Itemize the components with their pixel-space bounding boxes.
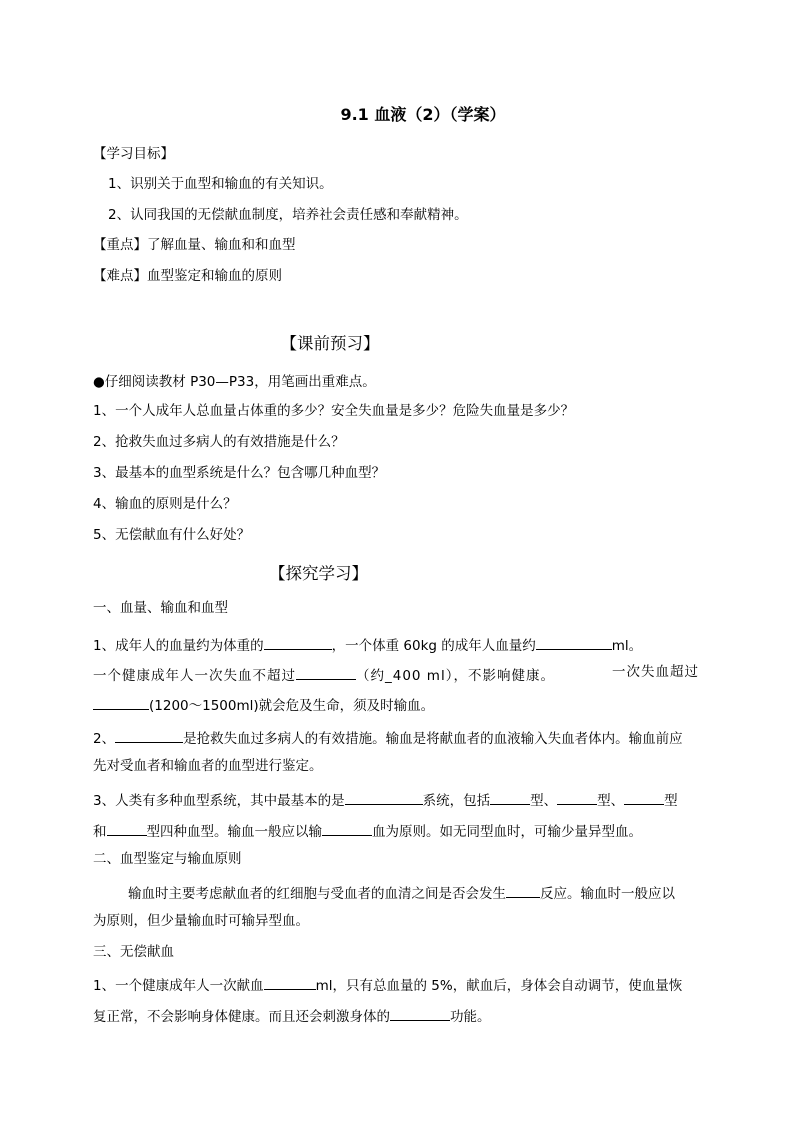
answer-blank[interactable]: [296, 666, 356, 680]
answer-blank[interactable]: [264, 976, 316, 990]
text: ml，只有总血量的 5%，献血后，身体会自动调节，使血量恢: [315, 978, 683, 994]
document-title: 9.1 血液（2）（学案）: [340, 105, 506, 124]
answer-blank[interactable]: [390, 1007, 450, 1021]
answer-blank[interactable]: [264, 636, 332, 650]
fill-line: [128, 884, 675, 902]
objective-item: 1、识别关于血型和输血的有关知识。: [108, 176, 333, 192]
preview-heading: 【课前预习】: [280, 334, 380, 353]
answer-blank[interactable]: [115, 729, 183, 743]
answer-blank[interactable]: [506, 884, 540, 898]
text: ml。: [611, 638, 643, 654]
key-point: 【重点】了解血量、输血和和血型: [93, 237, 296, 253]
fill-line: [93, 696, 434, 714]
difficult-point: 【难点】血型鉴定和输血的原则: [93, 268, 282, 284]
fill-line: [93, 1007, 491, 1025]
part1-heading: 一、血量、输血和血型: [93, 600, 228, 616]
text: 是抢救失血过多病人的有效措施。输血是将献血者的血液输入失血者体内。输血前应: [183, 731, 683, 747]
text: 1、一个健康成年人一次献血: [93, 978, 264, 994]
fill-line: [93, 822, 642, 840]
preview-question: 1、一个人成年人总血量占体重的多少？安全失血量是多少？危险失血量是多少？: [93, 403, 575, 419]
answer-blank[interactable]: [345, 791, 423, 805]
text: 血为原则。如无同型血时，可输少量异型血。: [372, 824, 642, 840]
answer-blank[interactable]: [322, 822, 372, 836]
answer-blank[interactable]: [557, 791, 597, 805]
text: 型、: [597, 793, 625, 809]
fill-line-group: [93, 666, 555, 684]
text: 一次失血超过: [612, 664, 699, 680]
answer-blank[interactable]: [490, 791, 530, 805]
text: 一个健康成年人一次失血不超过: [93, 668, 296, 684]
text: 2、: [93, 731, 116, 747]
text: 复正常，不会影响身体健康。而且还会刺激身体的: [93, 1009, 390, 1025]
text: （约_400 ml），不影响健康。: [356, 668, 555, 684]
fill-line: [93, 791, 678, 809]
text: 1、成年人的血量约为体重的: [93, 638, 264, 654]
text: 功能。: [450, 1009, 491, 1025]
answer-blank[interactable]: [624, 791, 664, 805]
text: 输血时主要考虑献血者的红细胞与受血者的血清之间是否会发生: [128, 886, 506, 902]
objective-item: 2、认同我国的无偿献血制度，培养社会责任感和奉献精神。: [108, 207, 468, 223]
text: 反应。输血时一般应以: [540, 886, 675, 902]
answer-blank[interactable]: [107, 822, 147, 836]
text: 型: [664, 793, 678, 809]
paragraph-line: 先对受血者和输血者的血型进行鉴定。: [93, 758, 323, 774]
text: 和: [93, 824, 107, 840]
text: 型、: [530, 793, 558, 809]
text: (1200～1500ml)就会危及生命，须及时输血。: [149, 698, 435, 714]
preview-question: 4、输血的原则是什么？: [93, 496, 237, 512]
fill-line: [93, 666, 699, 684]
preview-question: 3、最基本的血型系统是什么？包含哪几种血型？: [93, 465, 386, 481]
answer-blank[interactable]: [93, 696, 149, 710]
text: 系统，包括: [422, 793, 491, 809]
answer-blank[interactable]: [536, 636, 612, 650]
preview-intro: ●仔细阅读教材 P30—P33，用笔画出重难点。: [93, 374, 376, 390]
objectives-heading: 【学习目标】: [93, 146, 174, 162]
fill-line: [93, 976, 682, 994]
preview-question: 5、无偿献血有什么好处？: [93, 527, 251, 543]
fill-line: [93, 636, 642, 654]
text: 3、人类有多种血型系统，其中最基本的是: [93, 793, 345, 809]
part3-heading: 三、无偿献血: [93, 944, 174, 960]
part2-heading: 二、血型鉴定与输血原则: [93, 851, 242, 867]
paragraph-line: 为原则，但少量输血时可输异型血。: [93, 913, 309, 929]
explore-heading: 【探究学习】: [269, 564, 368, 583]
fill-line: [93, 729, 683, 747]
text: 型四种血型。输血一般应以输: [146, 824, 322, 840]
text: ，一个体重 60kg 的成年人血量约: [331, 638, 536, 654]
preview-question: 2、抢救失血过多病人的有效措施是什么？: [93, 434, 345, 450]
